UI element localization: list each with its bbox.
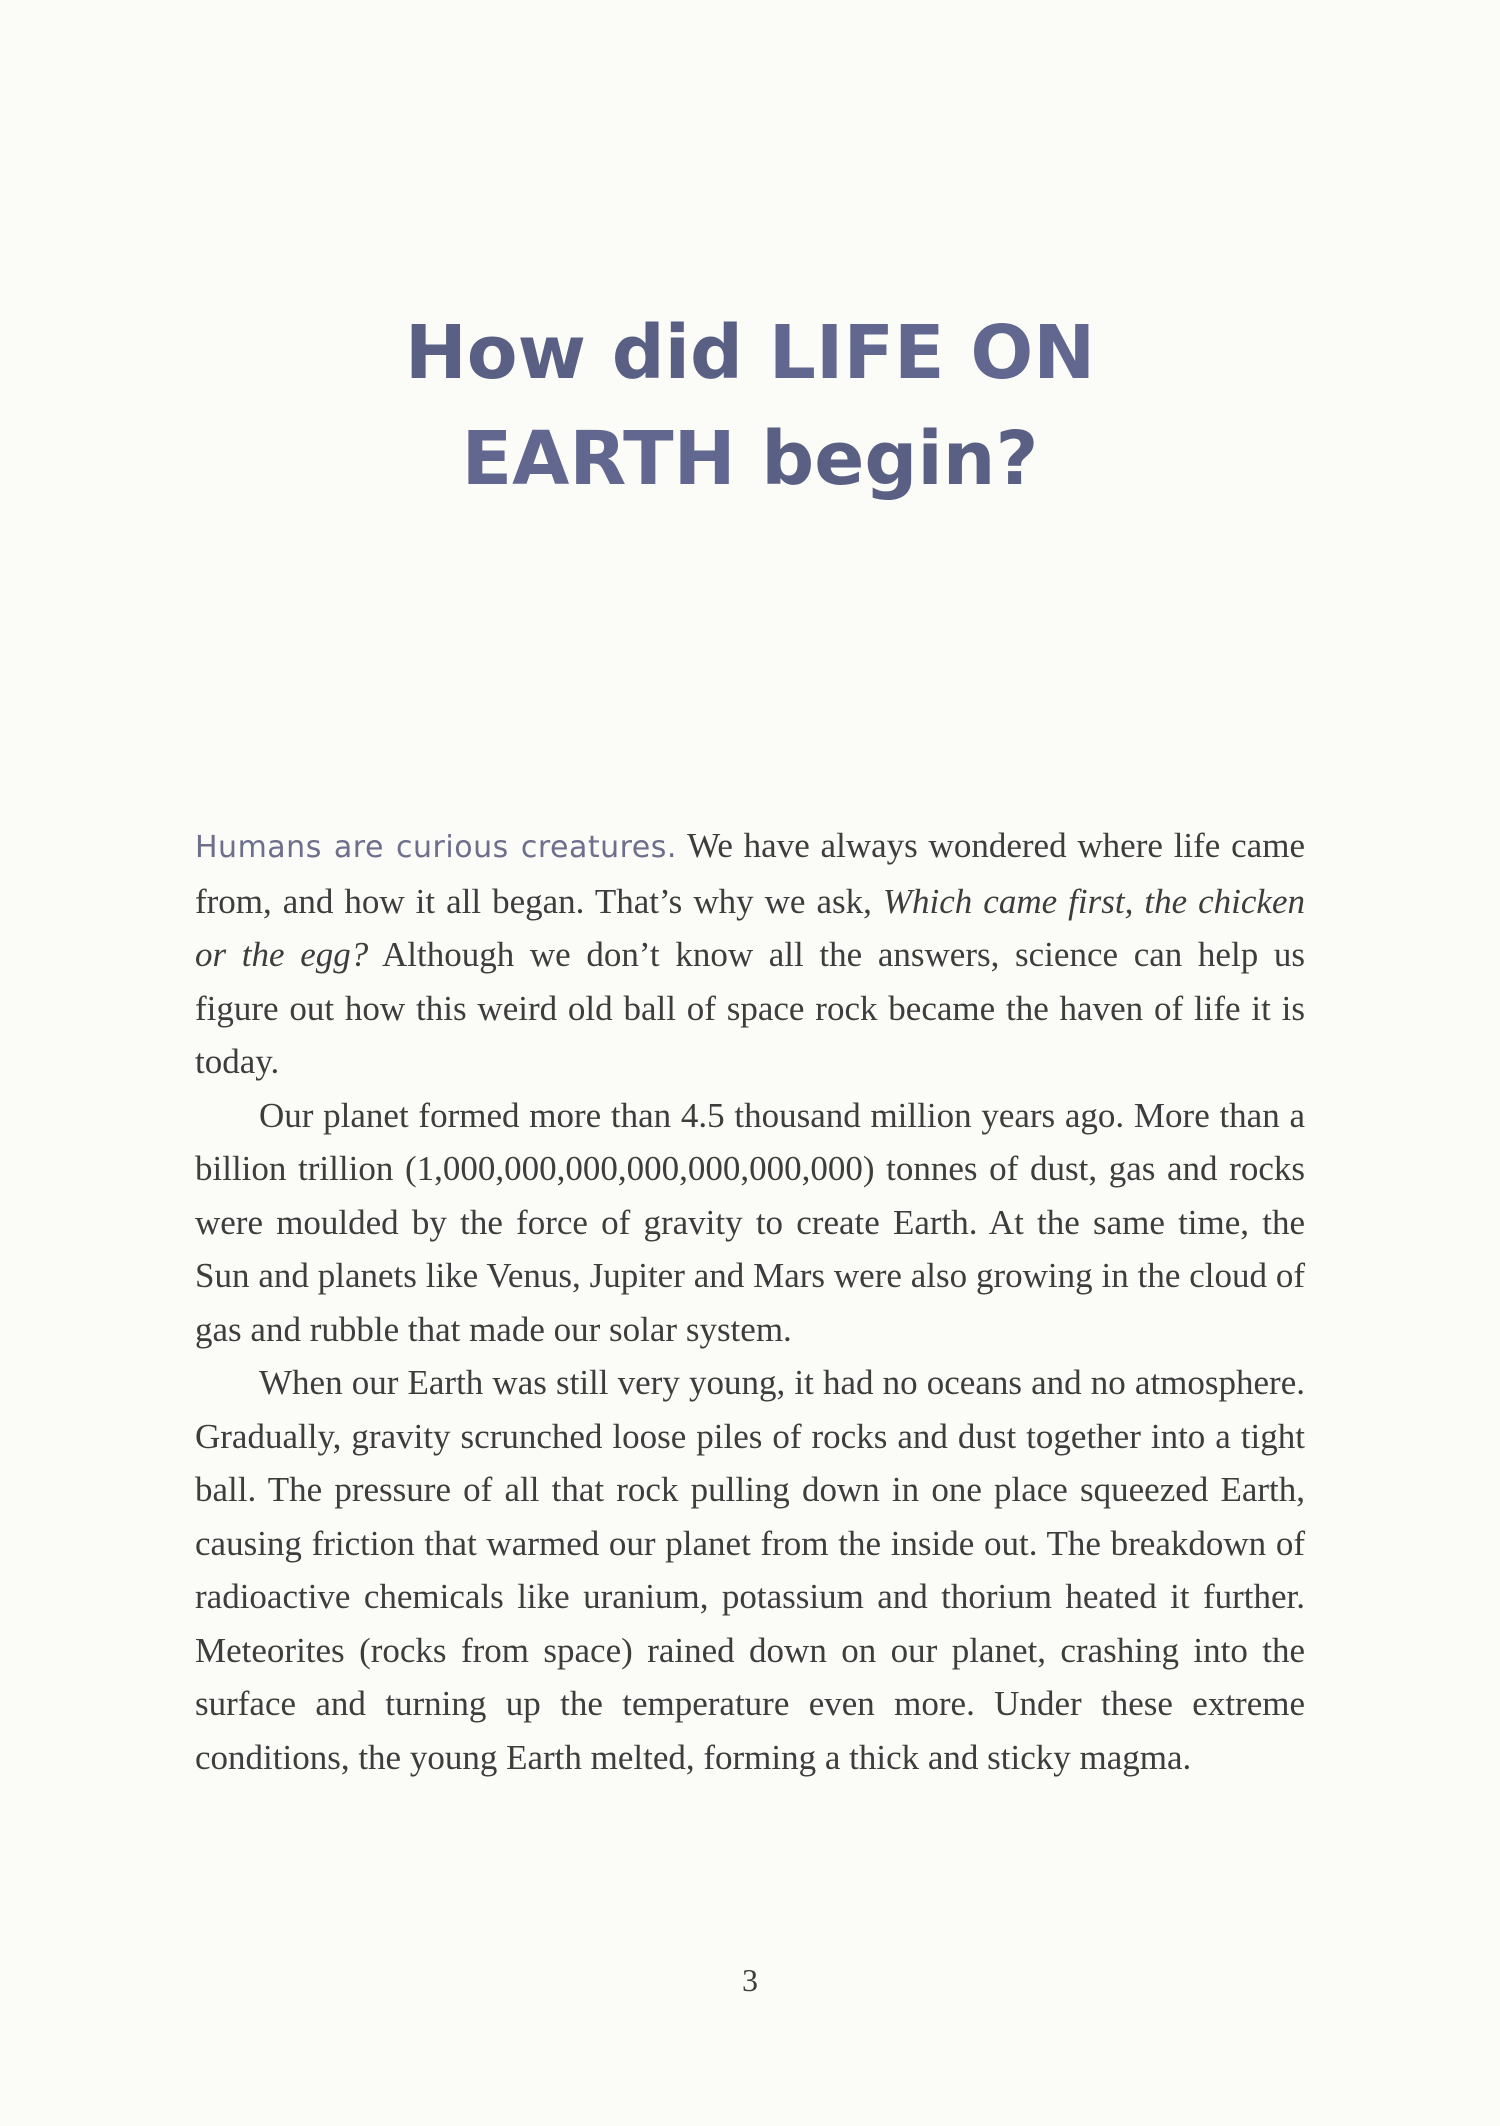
body-text <box>195 819 1305 1784</box>
title-line-1 <box>150 300 1350 406</box>
title-text: How did <box>404 310 769 396</box>
paragraph-text: We have always wondered where life came from, and how it all began. That’s why we ask, <box>195 826 1305 921</box>
title-line-2 <box>150 406 1350 512</box>
title-highlight: LIFE ON <box>768 310 1096 396</box>
lead-in-text: Humans are curious creatures. <box>195 830 677 865</box>
paragraph-1 <box>195 819 1305 1089</box>
chapter-title <box>150 300 1350 512</box>
paragraph-3: When our Earth was still very young, it had no oceans and no atmosphere. Gradually, gravity scrunched loose piles of rocks and dust together into a tight ball. The pressure of all that rock pulling down in one place squeezed Earth, causing friction that warmed our planet from the inside out. The breakdown of radioactive chemicals like uranium, potassium and thorium heated it further. Meteorites (rocks from space) rained down on our planet, crashing into the surface and turning up the temperature even more. Under these extreme conditions, the young Earth melted, forming a thick and sticky magma. <box>195 1363 1305 1777</box>
italic-question: Which came first, the chicken or the egg? <box>195 881 1305 974</box>
title-highlight: EARTH <box>461 416 736 502</box>
paragraph-text: Although we don’t know all the answers, science can help us figure out how this weird old ball of space rock became the haven of life it is today. <box>195 935 1305 1081</box>
page-number: 3 <box>742 1962 758 1998</box>
title-text: begin? <box>735 416 1039 502</box>
paragraph-2: Our planet formed more than 4.5 thousand million years ago. More than a billion trillion (1,000,000,000,000,000,000,000) tonnes of dust, gas and rocks were moulded by the force of gravity to create Earth. At the same time, the Sun and planets like Venus, Jupiter and Mars were also growing in the cloud of gas and rubble that made our solar system. <box>195 1095 1305 1349</box>
